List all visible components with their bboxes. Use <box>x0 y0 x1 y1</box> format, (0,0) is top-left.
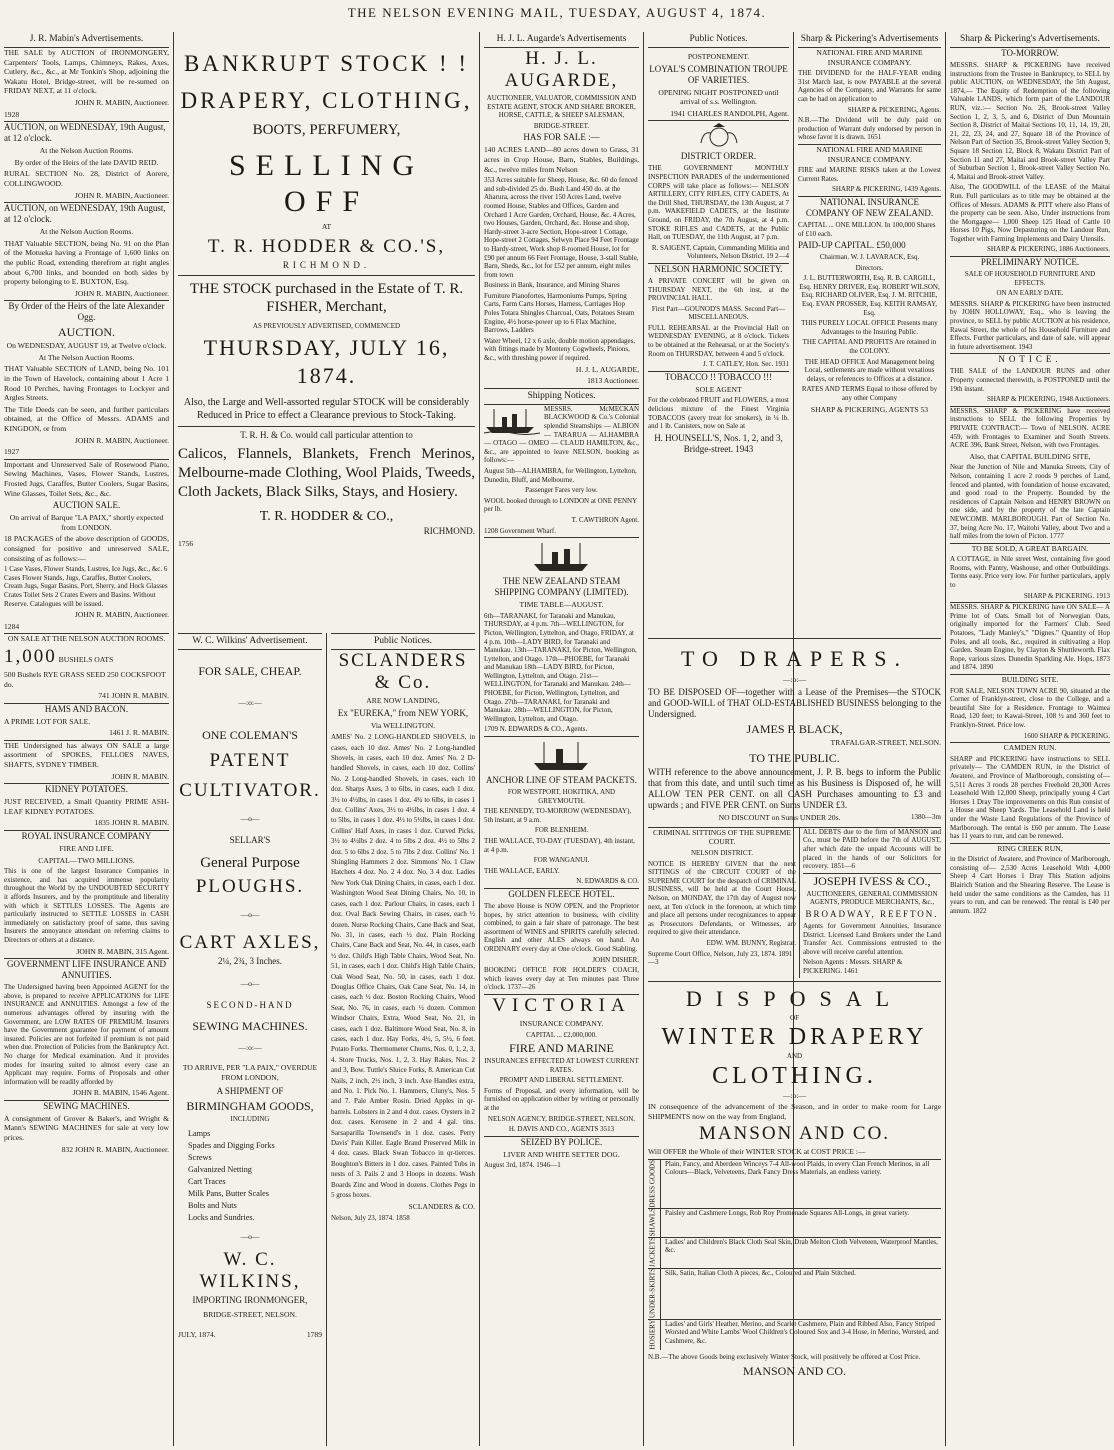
ad-headline: General Purpose <box>200 855 300 872</box>
ad-headline: PATENT <box>209 749 291 771</box>
ad-signature: T. CAWTHRON Agent. <box>571 515 639 524</box>
ad-signature: RICHMOND. <box>423 525 475 536</box>
ad-place: TRAFALGAR-STREET, NELSON. <box>830 737 941 747</box>
goods-list <box>178 1128 322 1224</box>
ad-heading: Also, that CAPITAL BUILDING SITE, <box>969 451 1091 461</box>
ad-signature: 1709 N. EDWARDS & CO., Agents. <box>484 725 588 734</box>
ad-heading: AUCTION SALE. <box>52 500 121 511</box>
goods-list-item: Lamps <box>188 1128 211 1138</box>
ad-signature: SCLANDERS & CO. <box>408 1202 475 1212</box>
goods-list-item: Milk Pans, Butter Scales <box>188 1188 269 1198</box>
ad-text: Also, the Large and Well-assorted regular STOCK will be considerably Reduced in Price to effect a Clearance previous to Stock-Taking. <box>183 397 470 422</box>
ad-text: MESSRS. SHARP & PICKERING have received instructions from the Trustee in Bankruptcy, to SELL by public AUCTION, on WEDNESDAY, the 5th August, 1874,— The Equity of Redemption of the following Valuable LANDS, which form part of the LANDOUR RUN, viz.:— Section No. 26, Brook-street Valley Section 1, 2, 3, 5, and 6, District of Dun Mountain Section 8, District of Maitai Sections 10, 11, 14, 19, 20, 21, 22, 23, 24, and 27, Square 18 of the Province of Nelson Part of Section 35, Brook-street Valley Section 9, Square 18 Section 12, Block 8, Wakatu District Part of Section 11 and 27, Maitai and Brook-street Valley Part of Suburban Section 1, Brook-street Valley Section No. 4, Maitai and Brook-street Valley. <box>950 61 1110 181</box>
ad-text: N.B.—The above Goods being exclusively Winter Stock, will positively be offered at Cost Price. <box>648 1352 921 1361</box>
ad-signature: SHARP & PICKERING, 1439 Agents. <box>831 185 941 194</box>
ad-text: AUCTIONEERS, GENERAL COMMISSION AGENTS, PRODUCE MERCHANTS, &c., <box>806 889 938 907</box>
ad-heading: NELSON HARMONIC SOCIETY. <box>654 263 783 274</box>
ad-text: Also, The GOODWILL of the LEASE of the Maitai Run. Full particulars as to title may be obtained at the Offices of Messrs. ADAMS & PITT where also Plans of the property can be seen. Also, Under instructions from the Mortgagee— 1,000 Sheep 125 Head of Cattle 10 Horses 10 Pigs, Now Depasturing on the Landour Run, Together with Farming Implements and Dairy Utensils. <box>950 183 1110 243</box>
ad-signature: T. R. HODDER & CO., <box>259 508 394 524</box>
ad-list: AMES' No. 2 LONG-HANDLED SHOVELS, in cases, each 10 doz. Ames' No. 2 Long-handled Shovels, in cases, each 10 doz. Ames' No. 2 D-handled Shovels, in cases, each 10 doz. Collins' No. 2 Long-handled Shovels, in cases, each 10 doz. Sharps Axes, 3 to 6lbs, in cases, each 1 doz. 3½ to 4½lbs, in cases 1 doz. 4¾ to 6lbs, in cases 1 doz. Collins' Axes, 3½ to 4½lbs, in cases 1 doz. 4 to 5lbs, in cases 1 doz. 4½ to 5½lbs, in cases 1 doz. Collins' Half Axes, in cases 1 doz. Curved Picks, 3½ to 4½lbs 2 doz. 4 to 5lbs 2 doz. 4½ to 5lbs 2 doz. 5 to 6lbs 2 doz. 5 to 7lbs 2 doz. Collins' No. 1 Shingling Hammers 2 doz. Simmons' No. 1 Claw Hatchets 4 doz. No. 2 4 doz. No. 3 4 doz. Ladies New York Oak Dining Chairs, in cases, each 1 doz. Washington Wood Seat Dining Chairs, No. 10, in cases, each 1 doz. Parlour Chairs, in cases, each 1 doz. Oval Back Sewing Chairs, in cases, each ½ dozen. Nurse Rocking Chairs, Cane Back and Seat, No. 31, in cases, each ½ doz. Plain Rocking Chairs, Cane Back and Seat, No. 44, in cases, each ½ doz. Child's High Table Chairs, Wood Seat, No. 51, in cases, each 1 doz. Child's High Table Chairs, Oak Wood Seat, No. 50, in cases, each 1 doz. Douglas Office Chairs, Oak Cane Seat, No. 14, in cases, each ½ doz. Boston Rocking Chairs, Wood Seat, No. 76, in cases, each ½ dozen. Common Windsor Chairs, Extra, Wood Seat, No. 21, in cases, each 1 doz. Baltimore Wood Seat, No. 8, in cases, each 1 doz. Hay Forks, 4½, 5, 5½, 6 feet. Potato Forks. Thermometer Churns, Nos. 0, 1, 2, 3, 4. Store Trucks, Nos. 1, 2, 3. Hay Rakes, Nos. 2 and 3, Bow. Tuttle's Sluice Forks, 8. American Cut Nails, 2 inch, 2½ inch, 3 inch. Axe Handles extra, and No. 1. Pick No. 1. Hammers, Cluny's, Nos. 5 and 7. Pale Amber Rosin. Dried Apples in qr-barrels. Lobsters in 2 and 4 doz. cases. Oysters in 2 doz. cases. Kerosene in 2 and 4 gal. tins. Sarsaparilla Townsend's in 1 doz. cases. Perry Davis' Pain Killer. Eagle Brand Preserved Milk in 4 doz. cases. Black Swan Tobacco in qr-tierces. Boughton's Bitters in 1 doz. cases. Painted Tubs in nests of 3. Pails 2 and 3 Hoops in dozens. Wash Boards Zinc and Wood in dozens. Clothes Pegs in 5 gross boxes. <box>331 733 475 1200</box>
ad-heading: AUCTION, on WEDNESDAY, 19th August, at 12 o'clock. <box>4 122 166 144</box>
ad-text: AS PREVIOUSLY ADVERTISED, COMMENCED <box>252 321 401 330</box>
ad-signature: H. HOUNSELL'S, Nos. 1, 2, and 3, Bridge-street. 1943 <box>654 432 783 454</box>
ad-headline: TO DRAPERS. <box>681 646 908 671</box>
ad-heading: PRELIMINARY NOTICE. <box>980 257 1080 268</box>
goods-category: DRESS GOODS <box>648 1160 661 1209</box>
ad-place: At The Nelson Auction Rooms. <box>38 352 135 362</box>
ad-heading: CRIMINAL SITTINGS OF THE SUPREME COURT. <box>653 827 791 847</box>
ad-text: MESSRS. SHARP & PICKERING have been instructed by JOHN HOLLOWAY, Esq., who is leaving the province, to SELL by public AUCTION at his residence, Rawai Street, the whole of his Household Furniture and Effects. Further particulars, and date of sale, will appear in future advertisement. 1943 <box>950 299 1110 351</box>
ad-text: Will OFFER the Whole of their WINTER STOCK at COST PRICE :— <box>648 1147 866 1157</box>
ad-text: Important and Unreserved Sale of Rosewood Piano, Sewing Machines, Vases, Flower Stands, Lustres, Frosted Jugs, Caraffes, Butter Coolers, Sugar Basins, Wine Glasses, Toilet Sets, &c., &c. <box>4 459 169 498</box>
ad-heading: HAMS AND BACON. <box>44 703 129 714</box>
ad-headline: THURSDAY, JULY 16, 1874. <box>203 335 450 389</box>
ad-text: OF <box>790 1013 799 1022</box>
ad-place: At the Nelson Auction Rooms. <box>39 146 134 156</box>
ad-text: RURAL SECTION No. 28, District of Aorere, COLLINGWOOD. <box>4 169 169 188</box>
steamship-icon <box>530 739 594 773</box>
ad-headline: DRAPERY, CLOTHING, <box>180 88 473 113</box>
ad-text: THE KENNEDY, TO-MORROW (WEDNESDAY), 5th instant, at 9 a.m. <box>484 807 632 824</box>
ad-signature: JOHN R. MABIN, Auctioneer. <box>74 288 169 298</box>
ad-text: MESSRS. SHARP & PICKERING have received instructions to SELL the following Properties by PRIVATE CONTRACT:— Town of NELSON. ACRE 459, with Frontages to Examiner and South Streets. ACRE 396, Bank Street, Nelson, with two Frontages. <box>950 406 1110 450</box>
ad-text: AND <box>786 1052 803 1061</box>
ad-list: J. L. BUTTERWORTH, Esq. R. B. CARGILL, Esq. HENRY DRIVER, Esq. ROBERT WILSON, Esq. RICHARD OLIVER, Esq. J. M. RITCHIE, Esq. EVAN PROSSER, Esq. KEITH RAMSAY, Esq. <box>799 274 940 317</box>
ad-heading: THE NEW ZEALAND STEAM SHIPPING COMPANY (LIMITED). <box>494 576 629 598</box>
ad-signature: 1600 SHARP & PICKERING. <box>1023 731 1110 740</box>
ad-signature: H. J. L. AUGARDE, <box>575 364 639 374</box>
ad-subheading: FIRE AND LIFE. <box>59 844 114 854</box>
ad-text: JUST RECEIVED, a Small Quantity PRIME ASH-LEAF KIDNEY POTATOES. <box>4 797 169 816</box>
ad-text: THAT Valuable SECTION, being No. 91 on the Plan of the Motueka having a Frontage of 1,600 links on the public Road, extending therefrom at right angles about 6,700 links, and bounded on both sides by property belonging to E. BUXTON, Esq. <box>4 238 169 287</box>
ad-heading: NATIONAL INSURANCE COMPANY OF NEW ZEALAND. <box>805 196 934 218</box>
ad-text: in the District of Awatere, and Province of Marlborough, consisting of— 2,530 Acres Leasehold With 4,000 Sheep 4 Cart Horses 1 Dray This Station adjoins Blairich Station and the Shearing Reserve. The Lease is held under the same conditions as the Camden, has 11 years to run, and can be renewed. The rental is £40 per annum. 1822 <box>950 855 1110 915</box>
ad-text: IN consequence of the advancement of the Season, and in order to make room for Large SHIPMENTS now on the way from England, <box>648 1102 941 1121</box>
ad-text: THE CAPITAL AND PROFITS Are retained in the COLONY. <box>802 338 937 356</box>
ad-number: 1284 <box>4 621 20 631</box>
ad-signature: 1813 Auctioneer. <box>587 376 639 386</box>
ad-wilkins: W. C. Wilkins' Advertisement. FOR SALE, CHEAP. —:o:— ONE COLEMAN'S PATENT CULTIVATOR. —o— SELLAR'S General Purpose PLOUGHS. —o— CART AXLES, 2¼, 2¾, 3 Inches. —o— SECOND-HAND SEWING MACHINES. —:o:— TO ARRIVE, PER "LA PAIX," OVERDUE FROM LONDON, A SHIPMENT OF BIRMINGHAM GOODS, INCLUDING Lamps Spades and Digging Forks Screws Galvanized Netting Cart Traces Milk Pans, Butter Scales Bolts and Nuts Locks and Sundries. —o— W. C. WILKINS, IMPORTING IRONMONGER, BRIDGE-STREET, NELSON. JULY, 1874. 1789 <box>174 633 326 1446</box>
ad-place: At the Nelson Auction Rooms. <box>39 227 134 237</box>
ad-text: THE SALE of the LANDOUR RUNS and other Property connected therewith, is POSTPONED until the 19th instant. <box>950 367 1110 393</box>
ad-text: TO BE DISPOSED OF—together with a Lease of the Premises—the STOCK and GOOD-WILL of THAT OLD-ESTABLISHED BUSINESS belonging to the Undersigned. <box>648 686 941 719</box>
ad-date: Nelson, July 23, 1874. 1858 <box>331 1214 410 1223</box>
ad-signature: SHARP & PICKERING, Agents. <box>847 105 941 114</box>
ad-signature: 832 JOHN R. MABIN, Auctioneer. <box>61 1144 169 1154</box>
ad-text: INSURANCE COMPANY. <box>519 1018 604 1028</box>
ad-text: THE DIVIDEND for the HALF-YEAR ending 31st March last, is now PAYABLE at the several Agencies of the Company, and Warrants for same can be had on application to <box>798 69 941 103</box>
ad-heading: RING CREEK RUN, <box>997 843 1063 853</box>
section-title: J. R. Mabin's Advertisements. <box>29 34 144 44</box>
ad-text: A PRIME LOT FOR SALE. <box>4 716 91 726</box>
ad-heading: SEWING MACHINES. <box>43 1100 130 1111</box>
goods-description: Ladies' and Children's Black Cloth Seal Skin, Drab Melton Cloth Velveteen, Waterproof Mantles, &c. <box>665 1237 938 1255</box>
ad-text: FOR BLENHEIM. <box>534 826 589 835</box>
ad-signature: 1835 JOHN R. MABIN. <box>94 818 169 828</box>
steamship-icon <box>530 540 594 574</box>
ad-heading: POSTPONEMENT. <box>687 52 750 61</box>
goods-list-item: Spades and Digging Forks <box>188 1140 275 1150</box>
ad-text: FOR WESTPORT, HOKITIKA, AND GREYMOUTH. <box>507 788 616 805</box>
ad-subheading: Directors. <box>855 263 884 272</box>
ad-heading: GOVERNMENT LIFE INSURANCE AND ANNUITIES. <box>6 959 167 981</box>
ad-place: BRIDGE-STREET. <box>533 121 590 130</box>
ad-number: 1928 <box>4 109 20 119</box>
ad-heading: CAMDEN RUN. <box>1003 743 1057 753</box>
ad-text: THE STOCK purchased in the Estate of T. R. FISHER, Merchant, <box>189 280 464 315</box>
ad-signature: J. T. CATLEY, Hon. Sec. 1931 <box>703 360 789 369</box>
column-public-notices <box>644 32 793 637</box>
ad-text: NOTICE IS HEREBY GIVEN that the next SITTINGS of the CIRCUIT COURT of the SUPREME COURT for the despatch of CRIMINAL BUSINESS, will be held at the Court House, Nelson, on MONDAY, the 17th day of August now next, at Ten o'clock in the forenoon, at which time and place all persons under recognizances to appear as Prosecutors Defendants, or Witnesses, are required to give their attendance. <box>648 859 796 937</box>
ad-signature: R. SAIGENT, Captain, Commanding Militia and Volunteers, Nelson District. 19 2—4 <box>651 243 789 261</box>
ad-text: Nelson Agents : Messrs. SHARP & PICKERING. 1461 <box>803 958 903 975</box>
goods-table-row <box>648 1208 941 1237</box>
ad-headline: JOSEPH IVESS & CO., <box>813 873 931 888</box>
ad-signature: N. EDWARDS & CO. <box>576 877 639 886</box>
ad-headline: CULTIVATOR. <box>179 779 321 801</box>
ad-heading: KIDNEY POTATOES. <box>45 784 128 795</box>
goods-category: SHAWLS <box>648 1208 661 1237</box>
goods-table-row <box>648 1160 941 1209</box>
goods-table-row <box>648 1237 941 1268</box>
ad-text: Ex "EUREKA," from NEW YORK, <box>337 707 469 718</box>
ad-subheading: SOLE AGENT <box>695 384 742 394</box>
ad-signature: EDW. WM. BUNNY, Registrar. <box>706 938 796 947</box>
ad-text: The above House is NOW OPEN, and the Proprietor hopes, by strict attention to business, with civility combined, to gain a fair share of patronage. The best assortment of WINES and SPIRITS carefully selected. English and other ALES always on hand. An ORDINARY every day at One o'clock. Good Stabling. <box>484 901 639 953</box>
ad-text: First Part—GOUNOD'S MASS. Second Part—MISCELLANEOUS. <box>651 304 786 322</box>
ad-text: By order of the Heirs of the late DAVID REID. <box>14 157 159 167</box>
ad-text: The Undersigned having been Appointed AGENT for the above, is prepared to receive APPLICATIONS for LIFE INSURANCE and ANNUITIES. Amongst a few of the numerous advantages offered by insuring with the Government, are LOW RATES OF PREMIUM. Insurers have the Government guarantee for payment of amount insured. Policies are not forfeited if premium is not paid when due. Protection of Policies from the Bankruptcy Act. No charge for Medical examination. And it provides modes for insuring suited to almost every case an Applicant may require. Forms of Proposals and other information will be readily afforded by <box>4 983 169 1086</box>
section-title: Public Notices. <box>373 636 433 646</box>
ad-text: 500 Bushels RYE GRASS SEED 250 COCKSFOOT do. <box>4 669 166 689</box>
ad-subheading: NELSON DISTRICT. <box>690 848 754 857</box>
ad-text: INCLUDING <box>230 1115 270 1124</box>
ad-text: NO DISCOUNT on Sums UNDER 20s. <box>718 813 841 823</box>
ad-signature: JAMES P. BLACK, <box>746 721 843 736</box>
ad-place: BROADWAY, REEFTON. <box>805 908 939 919</box>
ad-text: TO ARRIVE, PER "LA PAIX," OVERDUE FROM LONDON, <box>182 1062 318 1082</box>
ad-headline: T. R. HODDER & CO.'S, <box>207 235 446 257</box>
ad-text: Via WELLINGTON. <box>370 720 436 730</box>
ad-heading: TOBACCO !! TOBACCO !!! <box>664 371 773 382</box>
ad-text: INSURANCES EFFECTED AT LOWEST CURRENT RATES. <box>484 1057 639 1074</box>
ad-text: The Title Deeds can be seen, and further particulars obtained, at the Office of Messrs. ADAMS and KINGDON, or from <box>4 404 169 434</box>
ad-signature: JOHN R. MABIN, Auctioneer. <box>74 610 169 620</box>
goods-list-item: Bolts and Nuts <box>188 1200 237 1210</box>
ad-text: AUCTIONEER, VALUATOR, COMMISSION AND ESTATE AGENT, STOCK AND SHARE BROKER, HORSE, CATTLE, & SHEEP SALESMAN, <box>486 94 637 120</box>
ad-place: BRIDGE-STREET, NELSON. <box>203 1310 297 1320</box>
ad-heading: ON SALE AT THE NELSON AUCTION ROOMS. <box>7 634 166 644</box>
ad-text: BUSHELS OATS <box>58 654 114 664</box>
ad-headline: PLOUGHS. <box>195 876 305 898</box>
ad-place: RICHMOND. <box>282 259 371 270</box>
ad-heading: TO BE SOLD, A GREAT BARGAIN. <box>971 543 1089 553</box>
goods-description: Silk, Satin, Italian Cloth A pieces, &c., Coloured and Plain Stitched. <box>665 1268 856 1277</box>
ad-heading: AUCTION, on WEDNESDAY, 19th August, at 12 o'clock. <box>4 203 166 225</box>
ad-signature: SHARP & PICKERING, 1948 Auctioneers. <box>986 395 1110 404</box>
ad-text: RATES AND TERMS Equal to those offered by any other Company <box>801 385 938 402</box>
ad-text: THE HEAD OFFICE And Management being Local, settlements are made without vexatious delays, or references to Offices at a distance. <box>804 357 935 383</box>
goods-list-item: Galvanized Netting <box>188 1164 252 1174</box>
goods-list-item: Screws <box>188 1152 212 1162</box>
ad-text: On arrival of Barque "LA PAIX," shortly expected from LONDON. <box>9 513 164 532</box>
ad-heading: TO-MORROW. <box>1001 48 1059 58</box>
ad-headline: H. J. L. AUGARDE, <box>504 48 619 91</box>
ad-headline: VICTORIA <box>492 994 631 1016</box>
ad-number: 1927 <box>4 447 20 457</box>
ad-date: On WEDNESDAY, AUGUST 19, at Twelve o'clock. <box>6 341 167 351</box>
masthead: THE NELSON EVENING MAIL, TUESDAY, AUGUST 4, 1874. <box>347 5 767 20</box>
goods-table-row <box>648 1320 941 1350</box>
ad-headline: SEWING MACHINES. <box>192 1019 308 1034</box>
ad-text: LIVER AND WHITE SETTER DOG. <box>503 1149 620 1159</box>
ad-text: THE GOVERNMENT MONTHLY INSPECTION PARADES of the undermentioned CORPS will take place as follows:— NELSON ARTILLERY, CITY RIFLES, CITY CADETS, At the Drill Shed, THURSDAY, the 13th August, at 7 p.m. WAKEFIELD CADETS, at the Institute Ground, on FRIDAY, the 7th August, at 4 p.m. STOKE RIFLES and CADETS, at the Public Hall, on TUESDAY, the 11th August, at 7 p.m. <box>648 164 789 242</box>
ad-text: Forms of Proposal, and every information, will be furnished on application either by writing or personally at the <box>484 1086 639 1113</box>
ad-text: Passenger Fares very low. <box>525 486 598 495</box>
ad-text: Water Wheel, 12 x 6 axle, double motion appendages, with fittings made by Monteny Cogwheels, Pinions, &c., with threshing power if required. <box>484 336 636 363</box>
ad-text: 18 PACKAGES of the above description of GOODS, consigned for positive and unreserved SALE, consisting of as follows:— <box>4 534 169 563</box>
ad-headline: BIRMINGHAM GOODS, <box>186 1099 314 1114</box>
column-sharp-property <box>946 32 1114 1446</box>
ad-text: MESSRS. SHARP & PICKERING have ON SALE— A Prime lot of Oats. Small lot of Norwegian Oats, originally imported for the Farmers' Club. Seed Potatoes, "Lady Manley's," "Dignes." Quantity of Hop Poles, and all tools, &c., required in cultivating a Hop Garden. Steam Engine, by Clayton & Shuttleworth. Flax Rope, various sizes. Dunedin Sparkling Ale. Hops, 1873 and 1874. 1890 <box>950 603 1110 672</box>
ad-sclanders <box>327 633 479 1446</box>
ad-headline: FOR SALE, CHEAP. <box>198 664 302 678</box>
ad-text: PAID-UP CAPITAL. £50,000 <box>798 240 906 251</box>
ad-list: 353 Acres suitable for Sheep, House, &c. 60 do fenced and sub-divided 25 do. Bush Land 450 do. at the Aharura, across the river 150 Acres Land, twelve roomed House, Stables and Offices, Garden and Orchard 1 Acre Garden, Orchard, House, &c. 4 Acres, two Houses, Garden, Orchard, &c. House and shop, Hardy-street 3-acre Section, Hope-street 1 Cottage, Hope-street 2 Cottages, Selwyn Place 94 Feet Frontage to Hardy-street, Work shop 8-roomed House, lot for £90 per annum 66 Feet Frontage, House, 3-stall Stable, Barn, Sheds, &c., lot for £52 per annum, eight miles from town <box>484 176 639 279</box>
goods-category: HOSIERY <box>648 1320 661 1350</box>
ad-heading: ANCHOR LINE OF STEAM PACKETS. <box>486 775 637 786</box>
ad-text: FIRE and MARINE RISKS taken at the Lowest Current Rates. <box>798 166 941 183</box>
goods-table-row <box>648 1268 941 1319</box>
ad-headline: SELLING OFF <box>229 149 424 218</box>
ad-text: This is one of the largest Insurance Companies in existence, and has acquired immense popularity throughout the World by the UNDOUBTED SECURITY it affords Insurers, and by the promptitude and liberality with which it SETTLES LOSSES. The Agents are particularly instructed to SETTLE LOSSES in CASH immediately on satisfactory proof of same, thus saving Insurers the annoyance attendant on referring claims to Directors or others at a distance. <box>4 867 169 944</box>
ad-signature: SHARP & PICKERING. 1913 <box>1023 591 1110 600</box>
ad-signature: 1941 CHARLES RANDOLPH, Agent. <box>670 108 789 118</box>
ad-headline: WINTER DRAPERY <box>661 1024 928 1051</box>
ad-text: THAT Valuable SECTION of LAND, being No. 101 in the Town of Havelock, containing about 1 Acre 1 Rood 10 Perches, having Frontages to Lockyer and Argles Streets. <box>4 364 169 403</box>
section-title: Sharp & Pickering's Advertisements <box>800 34 939 44</box>
ad-text: For the celebrated FRUIT and FLOWERS, a most delicious mixture of the Finest Virginia TOBACCOS (avery treat for smokers), in ¼ lb. and 1 lb. Canisters, now on Sale at <box>648 396 789 431</box>
ad-text: Near the Junction of Nile and Manuka Streets, City of Nelson, containing 1 acre 2 roods 9 perches of Land, fenced and planted, with foundation of house excavated, and good road to the Property. Bounded by the residences of Captain Nelson and HENRY BROWN on one side, and by the property of the late Captain NEWCOMB. MARLBOROUGH. Part of Section No. 37, being Acre No. 17, Waitohi Valley, about Two and a half miles from the town of Picton. 1777 <box>950 463 1110 541</box>
ad-text: IMPORTING IRONMONGER, <box>192 1295 308 1306</box>
ad-text: WOOL booked through to LONDON at ONE PENNY per lb. <box>484 496 637 514</box>
ad-text: FULL REHEARSAL at the Provincial Hall on WEDNESDAY EVENING, at 8 o'clock. Tickets to be obtained at the Rehearsal, or at the Society's Room on THURSDAY, between 4 and 5 o'clock. <box>648 323 789 358</box>
ad-text: FOR WANGANUI. <box>533 856 590 865</box>
ad-signature: JOHN R. MABIN, Auctioneer. <box>74 435 169 445</box>
ad-ironmongery: THE SALE by AUCTION of IRONMONGERY, Carpenters' Tools, Lamps, Chimneys, Rakes, Axes, Cutlery, &c., &c., at Mr Tonkin's Shop, adjoining the Wakatu Hotel, Bridge-street, will be re-sumed on FRIDAY NEXT, at 11 o'clock. <box>4 48 169 96</box>
ad-big-number: 1,000 <box>4 645 57 667</box>
ad-signature: JOHN DISHER. <box>592 955 639 964</box>
ad-heading: BUILDING SITE. <box>1001 675 1059 684</box>
ad-headline: SCLANDERS & Co. <box>338 650 468 693</box>
ad-text: 2¼, 2¾, 3 Inches. <box>218 955 282 966</box>
ad-signature: JOHN R. MABIN, 315 Agent. <box>76 946 169 956</box>
ad-heading: By Order of the Heirs of the late Alexander Ogg. <box>8 301 165 323</box>
ad-number: 1380—3m <box>911 813 941 822</box>
ad-signature: MANSON AND CO. <box>742 1363 846 1378</box>
ad-text: CAPITAL ... ONE MILLION. In 100,000 Shares of £10 each. <box>798 220 936 238</box>
ad-text: August 5th—ALHAMBRA, for Wellington, Lyttelton, Dunedin, Bluff, and Melbourne. <box>484 466 637 484</box>
ad-text: ALL DEBTS due to the firm of MANSON and Co., must be PAID before the 7th of AUGUST, after which date the unpaid Accounts will be placed in the hands of our Solicitors for recovery. 1851—6 <box>803 827 941 871</box>
goods-description: Paisley and Cashmere Longs, Rob Roy Promenade Squares All-Longs, in great variety. <box>665 1208 910 1217</box>
ad-headline: DISPOSAL <box>685 985 904 1011</box>
ad-date: August 3rd, 1874. 1946—1 <box>484 1161 561 1170</box>
ad-list: Furniture Pianofortes, Harmoniums Pumps, Spring Carts, Farm Carts Horses, Harness, Carriages Hop Poles Totara Shingles Charcoal, Oats, Potatoes Steam Engine, 4½ horse-power up to 6 Flax Machine, Barrows, Ladders <box>484 291 635 335</box>
ad-number: 1756 <box>178 538 194 548</box>
ad-text: T. R. H. & Co. would call particular attention to <box>240 430 413 441</box>
goods-description: Plain, Fancy, and Aberdeen Winceys 7-4 All-wool Plaids, in every Clan French Merinos, in all Colours—Black, Velveteens, Dark Fancy Dress Materials, an endless variety. <box>665 1160 930 1177</box>
ad-signature: H. DAVIS AND CO., AGENTS 3513 <box>508 1125 615 1134</box>
ad-text: OPENING NIGHT POSTPONED until arrival of s.s. Wellington. <box>658 87 779 107</box>
ad-heading: DISTRICT ORDER. <box>680 151 757 162</box>
ad-date: JULY, 1874. <box>178 1329 216 1339</box>
ad-headline: BANKRUPT STOCK ! ! <box>183 51 470 76</box>
goods-category: JACKETS <box>648 1237 661 1268</box>
steamship-icon <box>484 405 540 435</box>
ad-signature: 1461 J. R. MABIN. <box>109 728 169 738</box>
ad-headline: CART AXLES, <box>179 931 321 953</box>
ad-text: THE WALLACE, TO-DAY (TUESDAY), 4th instant, at 4 p.m. <box>484 837 635 854</box>
ad-signature: JOHN R. MABIN, Auctioneer. <box>74 97 169 107</box>
section-title: Shipping Notices. <box>527 390 596 401</box>
ad-headline: TO THE PUBLIC. <box>749 751 840 766</box>
ad-signature: MANSON AND CO. <box>698 1123 891 1145</box>
ad-headline: FIRE AND MARINE <box>509 1041 614 1056</box>
court-and-debts-row <box>648 828 941 978</box>
ad-heading: NATIONAL FIRE AND MARINE INSURANCE COMPANY. <box>816 48 923 67</box>
ad-text: THE Undersigned has always ON SALE a large assortment of SPOKES, FELLOES NAVES, SHAFTS, SYDNEY TIMBER. <box>4 740 169 770</box>
ad-text: FOR SALE, NELSON TOWN ACRE 90, situated at the Corner of Franklyn-street, close to the College, and a beautiful Site for a Residence. Frontage to Waimea Road, 120 feet; to Kawai-Street, 108 ½ and 360 feet to Franklyn-Street. Price low. <box>950 686 1110 729</box>
ad-text: CAPITAL ... £2,000,000. <box>526 1030 597 1039</box>
ad-list: 1 Case Vases, Flower Stands, Lustres, Ice Jugs, &c., &c. 6 Cases Flower Stands, Jugs, Caraffes, Butter Coolers, Cream Jugs, Sugar Basins, Port, Sherry, and Hock Glasses Crates Toilet Sets 2 Crates Ewers and Basins. Without Reserve. Catalogues will be issued. <box>4 565 168 608</box>
ad-signature: 741 JOHN R. MABIN. <box>98 691 169 701</box>
ad-heading: NATIONAL FIRE AND MARINE INSURANCE COMPANY. <box>816 144 923 164</box>
ad-signature: JOHN R. MABIN. <box>111 771 169 781</box>
ad-signature: SHARP & PICKERING, 1886 Auctioneers. <box>986 245 1110 254</box>
ad-signature: W. C. WILKINS, <box>199 1249 301 1293</box>
ad-text: SHARP and PICKERING have instructions to SELL privately— The CAMDEN RUN, in the District of Awatere, and Province of Marlborough, consisting of— 5,511 Acres 3 roods 28 perches Freehold 20,300 Acres Leasehold With 12,000 Sheep, principally young 4 Cart Horses 1 Dray The improvements on this Run consist of a House and Sheep Yards. The Leasehold Land is held under the Waste Land Regulations of the Province of Marlborough. The rental is £60 per annum. The Lease has 11 years to run, and can be renewed. <box>950 754 1110 841</box>
ad-headline: ONE COLEMAN'S <box>202 727 298 742</box>
ad-subheading: TIME TABLE—AUGUST. <box>519 600 604 610</box>
ad-headline: CLOTHING. <box>712 1062 877 1089</box>
wide-block: TO DRAPERS. —:o:— TO BE DISPOSED OF—together with a Lease of the Premises—the STOCK and GOOD-WILL of THAT OLD-ESTABLISHED BUSINESS belonging to the Undersigned. JAMES P. BLACK, TRAFALGAR-STREET, NELSON. TO THE PUBLIC. WITH reference to the above announcement, J. P. B. begs to inform the Public that from this date, and until such time as his Business is Disposed of, he will ALLOW TEN PER CENT. on all CASH Purchases amounting to £3 and upwards ; and FIVE PER CENT. on Sums UNDER £3. NO DISCOUNT on Sums UNDER 20s. 1380—3m CRIMINAL SITTINGS OF THE SUPREME COURT. NELSON DISTRICT. NOTICE IS HEREBY GIVEN that the next SITTINGS of the CIRCUIT COURT of the SUPREME COURT for the despatch of CRIMINAL BUSINESS, will be held at the Court House, Nelson, on MONDAY, the 17th day of August now next, at Ten o'clock in the forenoon, at which time and place all persons under recognizances to appear as Prosecutors Defendants, or Witnesses, are required to give their attendance. EDW. WM. BUNNY, Registrar. Supreme Court Office, Nelson, July 23, 1874. 1891—3 ALL DEBTS due to the firm of MANSON and Co., must be PAID before the 7th of AUGUST, after which date the unpaid Accounts will be placed in the hands of our Solicitors for recovery. 1851—6 JOSEPH IVESS & CO., AUCTIONEERS, GENERAL COMMISSION AGENTS, PRODUCE MERCHANTS, &c., BROADWAY, REEFTON. Agents for Government Annuities, Insurance District. Licensed Land Brokers under the Land Transfer Act. Commissions entrusted to the above will receive careful attention. Nelson Agents : Messrs. SHARP & PICKERING. 1461 DISPOSAL OF WINTER DRAPERY AND CLOTHING. —:o:— IN consequence of the advancement of the Season, and in order to make room for Large SHIPMENTS now on the way from England, MANSON AND CO. Will OFFER the Whole of their WINTER STOCK at COST PRICE :— DRESS GOODS Plain, Fancy, and Aberdeen Winceys 7-4 All-wool Plaids, in every Clan French Merinos, in all Colours—Black, Velveteens, Dark Fancy Dress Materials, an endless variety. SHAWLS Paisley and Cashmere Longs, Rob Roy Promenade Squares All-Longs, in great variety. JACKETS Ladies' and Children's Black Cloth Seal Skin, Drab Melton Cloth Velveteen, Waterproof Mantles, &c. UNDER-SKIRTS Silk, Satin, Italian Cloth A pieces, &c., Coloured and Plain Stitched. HOSIERY Ladies' and Girls' Heather, Merino, and Scarlet Cashmere, Plain and Ribbed Also, Fancy Striped Worsted and White Lambs' Wool Children's Coloured Sox and 3-4 Hose, in Merino, Worsted, and Cashmere, &c. N.B.—The above Goods being exclusively Winter Stock, will positively be offered at Cost Price. MANSON AND CO. <box>644 638 945 1446</box>
ad-place: NELSON AGENCY, BRIDGE-STREET, NELSON. <box>487 1114 636 1123</box>
ad-text: Calicos, Flannels, Blankets, French Merinos, Melbourne-made Clothing, Wool Plaids, Tweeds, Cloth Jackets, Black Silks, Stays, and Hosiery. <box>178 445 475 500</box>
section-title: Public Notices. <box>689 34 748 44</box>
section-title: H. J. L. Augarde's Advertisements <box>496 34 627 44</box>
ad-text: Chairman. W. J. LAVARACK, Esq. <box>819 253 920 262</box>
ad-headline: SECOND-HAND <box>206 1000 294 1011</box>
column-sharp-insurance <box>794 32 945 637</box>
ad-text: BOOKING OFFICE FOR HOLDER'S COACH, which leaves every day at Ten minutes past Three o'clock. 1737—26 <box>484 966 639 992</box>
ad-signature: JOHN R. MABIN, Auctioneer. <box>74 190 169 200</box>
ad-text: A consignment of Grover & Baker's, and Wright & Mann's SEWING MACHINES for sale at very low prices. <box>4 1113 169 1143</box>
ad-headline: SELLAR'S <box>229 835 271 846</box>
ad-heading: ROYAL INSURANCE COMPANY <box>21 831 152 842</box>
goods-description: Ladies' and Girls' Heather, Merino, and Scarlet Cashmere, Plain and Ribbed Also, Fancy Striped Worsted and White Lambs' Wool Children's Coloured Sox and 3-4 Hose, in Merino, Worsted, and Cashmere, &c. <box>665 1320 939 1345</box>
ad-subheading: ON AN EARLY DATE. <box>996 289 1064 298</box>
ad-text: A SHIPMENT OF <box>216 1086 284 1097</box>
ad-text: ARE NOW LANDING, <box>366 696 440 705</box>
ad-text: THIS PURELY LOCAL OFFICE Presents many Advantages to the Insuring Public. <box>801 319 938 336</box>
ad-text: Business in Bank, Insurance, and Mining Shares <box>484 281 620 290</box>
ad-text: THE WALLACE, EARLY. <box>484 866 560 875</box>
ad-text: AT <box>321 222 332 231</box>
ad-heading: SEIZED BY POLICE. <box>520 1136 603 1147</box>
ad-heading: AUCTION. <box>58 325 115 340</box>
ad-date: Supreme Court Office, Nelson, July 23, 1874. 1891—3 <box>648 949 793 967</box>
ad-text: MESSRS. McMECKAN BLACKWOOD & Co.'s Colonial splendid Steamships — ALBION — TARARUA — ALHAMBRA — OTAGO — OMEO — CLAUD HAMILTON, &c., &c., are appointed to leave NELSON, booking as follows:— <box>484 404 639 465</box>
ad-text: Agents for Government Annuities, Insurance District. Licensed Land Brokers under the Land Transfer Act. Commissions entrusted to the above will receive careful attention. <box>803 921 941 956</box>
ad-text: 140 ACRES LAND—80 acres down to Grass, 31 acres in Crop House, Barn, Stables, Buildings, &c., twelve miles from Nelson <box>484 145 639 174</box>
section-title: W. C. Wilkins' Advertisement. <box>192 636 308 646</box>
ad-heading: GOLDEN FLEECE HOTEL. <box>508 888 615 899</box>
goods-table <box>648 1159 941 1350</box>
ad-subheading: CAPITAL—TWO MILLIONS. <box>38 855 135 865</box>
ad-text: A PRIVATE CONCERT will be given on THURSDAY NEXT, the 6th inst, at the PROVINCIAL HALL. <box>648 276 789 303</box>
section-title: Sharp & Pickering's Advertisements. <box>960 34 1100 44</box>
ad-text: A COTTAGE, in Nile street West, containing five good Rooms, with Pantry, Washouse, and other Outbuildings. Terms easy. Price very low. For further particulars, apply to <box>950 555 1110 590</box>
ad-text: WITH reference to the above announcement, J. P. B. begs to inform the Public that from this date, and until such time as his Business is Disposed of, he will ALLOW TEN PER CENT. on all CASH Purchases amounting to £3 and upwards ; and FIVE PER CENT. on Sums UNDER £3. <box>648 767 941 811</box>
column-augarde <box>480 32 643 1446</box>
ad-list: 6th—TARANAKI, for Taranaki and Manukau, THURSDAY, at 4 p.m. 7th—WELLINGTON, for Picton, Wellington, Lyttelton, and Otago, FRIDAY, at 4 p.m. 10th—LADY BIRD, for Taranaki and Manukau. 13th—TARANAKI, for Picton, Wellington, Lyttelton, and Otago. 17th—PHOEBE, for Taranaki and Manukau 18th—LADY BIRD, for Picton, Wellington, Lyttelton, and Otago. 21st—WELLINGTON, for Taranaki and Manukau. 24th—PHOEBE, for Picton, Wellington, Lyttelton, and Otago. 27th—TARANAKI, for Taranaki and Manukau. 28th—WELLINGTON, for Picton, Wellington, Lyttelton, and Otago. <box>484 611 637 723</box>
ad-subheading: SALE OF HOUSEHOLD FURNITURE AND EFFECTS. <box>964 270 1096 287</box>
royal-arms-icon <box>689 123 749 149</box>
ad-headline: BOOTS, PERFUMERY, <box>252 122 401 138</box>
column-mabin <box>0 32 173 1446</box>
ad-signature: JOHN R. MABIN, 1546 Agent. <box>72 1088 169 1098</box>
ad-heading: NOTICE. <box>998 354 1062 365</box>
ad-text: PROMPT AND LIBERAL SETTLEMENT. <box>499 1076 624 1085</box>
ad-heading: LOYAL'S COMBINATION TROUPE OF VARIETIES. <box>649 63 788 85</box>
ad-hodder <box>174 32 479 632</box>
ad-signature: 1208 Government Wharf. <box>484 526 556 535</box>
ad-number: 1789 <box>306 1329 322 1339</box>
goods-list-item: Locks and Sundries. <box>188 1212 255 1222</box>
goods-category: UNDER-SKIRTS <box>648 1268 661 1319</box>
goods-list-item: Cart Traces <box>188 1176 226 1186</box>
ad-text: N.B.—The Dividend will be duly paid on production of Warrant duly endorsed by person in whose favor it is drawn. 1651 <box>798 116 941 142</box>
ad-signature: SHARP & PICKERING, AGENTS 53 <box>810 404 929 414</box>
ad-heading: HAS FOR SALE :— <box>523 132 600 143</box>
